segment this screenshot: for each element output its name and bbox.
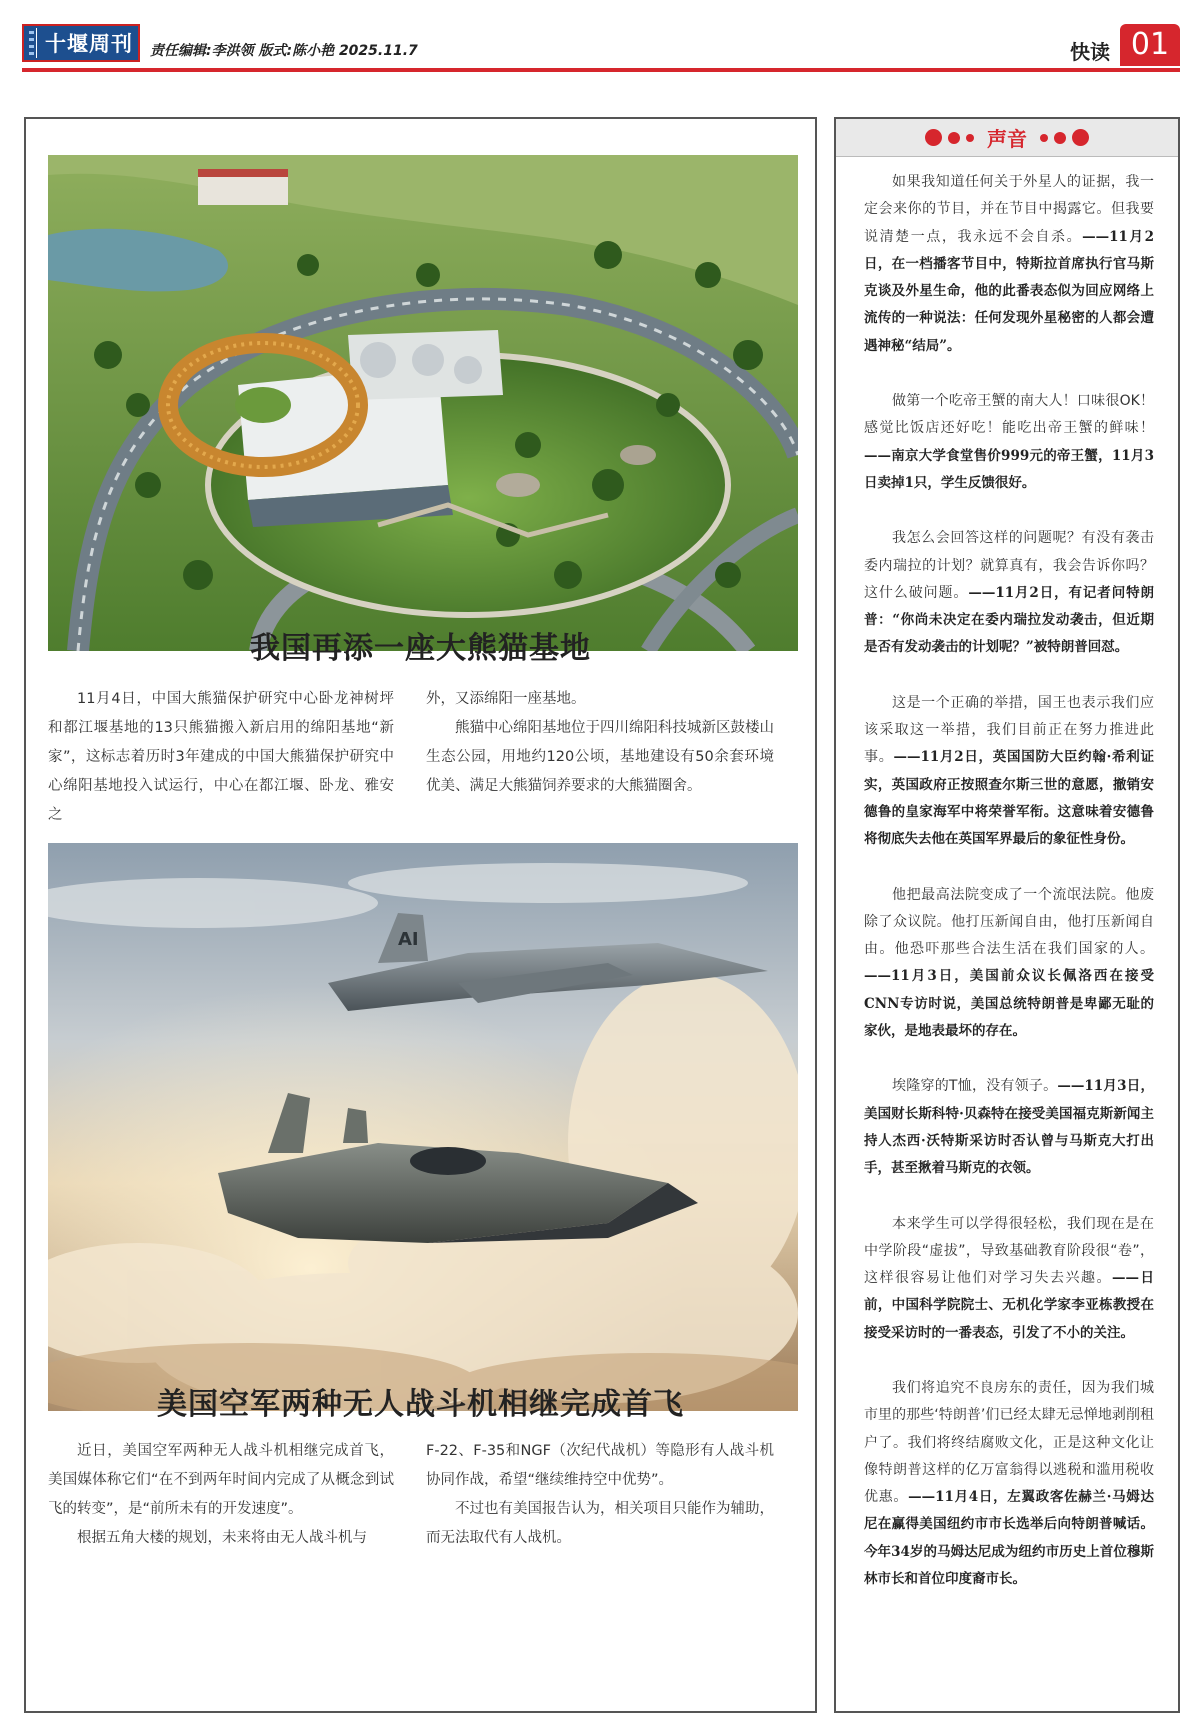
quote-item [864,690,1154,854]
quote-text: 他把最高法院变成了一个流氓法院。他废除了众议院。他打压新闻自由，他打压新闻自由。他恐吓那些合法生活在我们国家的人。 [864,886,1154,958]
dot-icon [1040,134,1048,142]
voices-title: 声音 [987,127,1027,151]
quote-item [864,525,1154,661]
page-number: 01 [1120,24,1180,66]
dot-icon [966,134,974,142]
header-rule [22,68,1180,72]
article1-col2 [426,685,774,801]
article1-col1 [48,685,394,830]
quote-source: ——南京大学食堂售价999元的帝王蟹，11月3日卖掉1只，学生反馈很好。 [864,447,1154,491]
dot-icon [1072,129,1089,146]
dot-icon [948,132,960,144]
quote-item [864,1073,1154,1182]
article2-col2 [426,1437,774,1553]
panda-base-aerial-photo [48,155,798,651]
main-articles-box [24,117,817,1713]
article2-col1 [48,1437,394,1553]
article2-paragraph: F-22、F-35和NGF（次纪代战机）等隐形有人战斗机协同作战，希望“继续维持空中优势”。 [426,1443,774,1488]
article1-paragraph: 11月4日，中国大熊猫保护研究中心卧龙神树坪和都江堰基地的13只熊猫搬入新启用的绵阳基地“新家”，这标志着历时3年建成的中国大熊猫保护研究中心绵阳基地投入试运行，中心在都江堰、卧龙、雅安之 [48,691,394,823]
article1-paragraph: 外，又添绵阳一座基地。 [426,691,586,707]
quote-source: ——11月3日，美国财长斯科特·贝森特在接受美国福克斯新闻主持人杰西·沃特斯采访时否认曾与马斯克大打出手，甚至揪着马斯克的衣领。 [864,1078,1154,1177]
quote-source: ——11月2日，英国国防大臣约翰·希利证实，英国政府正按照查尔斯三世的意愿，撤销安德鲁的皇家海军中将荣誉军衔。这意味着安德鲁将彻底失去他在英国军界最后的象征性身份。 [864,749,1155,848]
dot-icon [925,129,942,146]
quote-text: 这是一个正确的举措，国王也表示我们应该采取这一举措，我们目前正在努力推进此事。 [864,694,1154,766]
editor-credits: 责任编辑:李洪领 版式:陈小艳 2025.11.7 [150,43,418,59]
quote-item [864,1375,1154,1593]
quote-text: 我们将追究不良房东的责任，因为我们城市里的那些‘特朗普’们已经太肆无忌惮地剥削租户了。我们将终结腐败文化，正是这种文化让像特朗普这样的亿万富翁得以逃税和滥用税收优惠。 [864,1379,1154,1506]
article2-paragraph: 不过也有美国报告认为，相关项目只能作为辅助，而无法取代有人战机。 [426,1501,774,1546]
quote-source: ——11月3日，美国前众议长佩洛西在接受CNN专访时说，美国总统特朗普是卑鄙无耻的家伙，是地表最坏的存在。 [864,968,1154,1040]
quote-text: 我怎么会回答这样的问题呢？有没有袭击委内瑞拉的计划？就算真有，我会告诉你吗？这什么破问题。 [864,530,1154,601]
voices-header [836,119,1178,157]
masthead [22,24,1180,66]
section-title: 快读 [1070,40,1110,64]
paper-name: 十堰周刊 [45,31,133,56]
quote-text: 埃隆穿的T恤，没有领子。 [892,1078,1058,1095]
article1-title: 我国再添一座大熊猫基地 [250,631,591,666]
article2-paragraph: 根据五角大楼的规划，未来将由无人战斗机与 [77,1530,367,1546]
quote-item [864,882,1154,1046]
quote-item [864,1211,1154,1347]
voices-list [864,169,1154,1621]
drone-fighters-photo [48,843,798,1411]
article2-title: 美国空军两种无人战斗机相继完成首飞 [157,1387,684,1422]
quote-item [864,388,1154,497]
quote-text: 本来学生可以学得很轻松，我们现在是在中学阶段“虚拔”，导致基础教育阶段很“卷”，这样很容易让他们对学习失去兴趣。 [864,1215,1154,1287]
quote-item [864,169,1154,360]
quote-text: 如果我知道任何关于外星人的证据，我一定会来你的节目，并在节目中揭露它。但我要说清楚一点，我永远不会自杀。 [864,174,1154,245]
voices-column [834,117,1180,1713]
quote-text: 做第一个吃帝王蟹的南大人！口味很OK！感觉比饭店还好吃！能吃出帝王蟹的鲜味！ [864,393,1154,437]
article2-paragraph: 近日，美国空军两种无人战斗机相继完成首飞，美国媒体称它们“在不到两年时间内完成了从概念到试飞的转变”，是“前所未有的开发速度”。 [48,1443,394,1517]
paper-logo [22,24,140,62]
logo-mark-icon [27,28,37,58]
svg-text:AI: AI [398,929,419,950]
quote-source: ——日前，中国科学院院士、无机化学家李亚栋教授在接受采访时的一番表态，引发了不小的关注。 [864,1270,1154,1341]
article1-paragraph: 熊猫中心绵阳基地位于四川绵阳科技城新区鼓楼山生态公园，用地约120公顷，基地建设有50余套环境优美、满足大熊猫饲养要求的大熊猫圈舍。 [426,720,774,794]
quote-source: ——11月2日，有记者问特朗普：“你尚未决定在委内瑞拉发动袭击，但近期是否有发动袭击的计划呢？”被特朗普回怼。 [864,584,1154,656]
quote-source: ——11月2日，在一档播客节目中，特斯拉首席执行官马斯克谈及外星生命，他的此番表态似为回应网络上流传的一种说法：任何发现外星秘密的人都会遭遇神秘“结局”。 [864,228,1155,354]
dot-icon [1054,132,1066,144]
quote-source: ——11月4日，左翼政客佐赫兰·马姆达尼在赢得美国纽约市市长选举后向特朗普喊话。今年34岁的马姆达尼成为纽约市历史上首位穆斯林市长和首位印度裔市长。 [864,1489,1154,1588]
